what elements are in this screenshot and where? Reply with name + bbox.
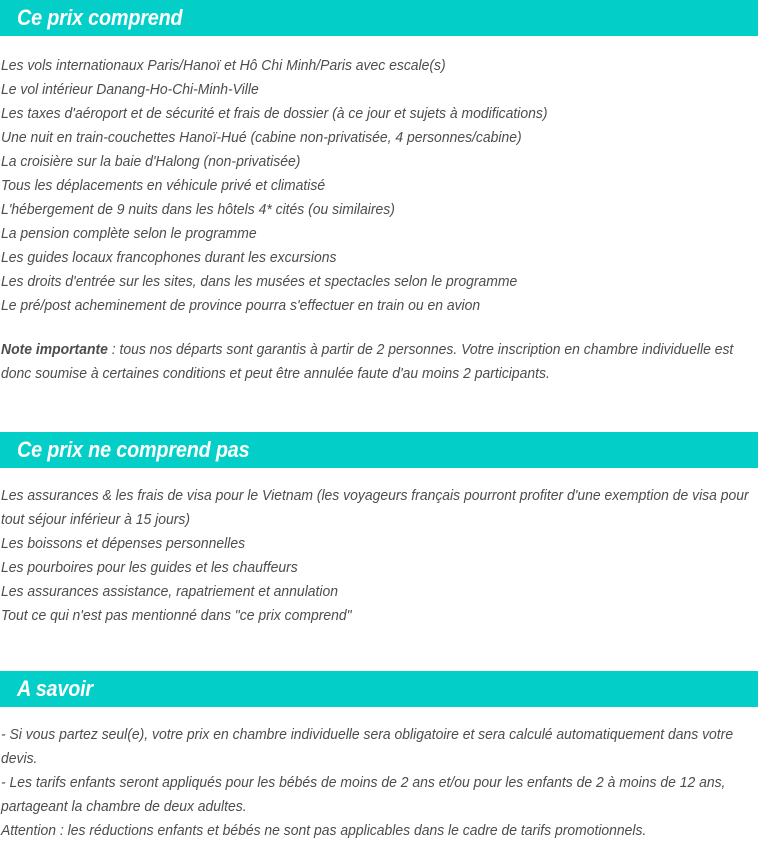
list-item: Les taxes d'aéroport et de sécurité et frais de dossier (à ce jour et sujets à modifications) bbox=[1, 106, 548, 122]
list-item: - Si vous partez seul(e), votre prix en chambre individuelle sera obligatoire et sera calculé automatiquement dans votre devis. bbox=[1, 727, 734, 767]
list-item: La pension complète selon le programme bbox=[1, 226, 257, 242]
important-note bbox=[1, 338, 758, 386]
important-note-label: Note importante bbox=[1, 342, 108, 358]
section-ce-prix-ne-comprend-pas bbox=[0, 432, 758, 628]
list-item: Les vols internationaux Paris/Hanoï et Hô Chi Minh/Paris avec escale(s) bbox=[1, 58, 446, 74]
list-item: L'hébergement de 9 nuits dans les hôtels 4* cités (ou similaires) bbox=[1, 202, 395, 218]
section-title: A savoir bbox=[17, 676, 93, 701]
section-spacer bbox=[0, 628, 758, 671]
list-item: Les droits d'entrée sur les sites, dans les musées et spectacles selon le programme bbox=[1, 274, 518, 290]
list-item: Tous les déplacements en véhicule privé et climatisé bbox=[1, 178, 326, 194]
section-body-a-savoir bbox=[0, 707, 758, 843]
section-title: Ce prix comprend bbox=[17, 5, 183, 30]
list-item: Le vol intérieur Danang-Ho-Chi-Minh-Ville bbox=[1, 82, 259, 98]
list-item: Les pourboires pour les guides et les chauffeurs bbox=[1, 560, 298, 576]
list-item: Attention : les réductions enfants et bébés ne sont pas applicables dans le cadre de tarifs promotionnels. bbox=[1, 823, 647, 839]
list-item: Tout ce qui n'est pas mentionné dans "ce prix comprend" bbox=[1, 608, 352, 624]
section-header-a-savoir bbox=[0, 671, 758, 707]
section-body-ce-prix-ne-comprend-pas bbox=[0, 468, 758, 628]
list-item: - Les tarifs enfants seront appliqués pour les bébés de moins de 2 ans et/ou pour les enfants de 2 à moins de 12 ans, partageant la chambre de deux adultes. bbox=[1, 775, 726, 815]
list-item: Les assurances assistance, rapatriement et annulation bbox=[1, 584, 339, 600]
section-body-ce-prix-comprend bbox=[0, 36, 758, 386]
important-note-text: : tous nos départs sont garantis à partir de 2 personnes. Votre inscription en chambre individuelle est donc soumise à certaines conditions et peut être annulée faute d'au moins 2 participants. bbox=[1, 342, 734, 382]
list-item: Le pré/post acheminement de province pourra s'effectuer en train ou en avion bbox=[1, 298, 481, 314]
list-item: Les assurances & les frais de visa pour le Vietnam (les voyageurs français pourront profiter d'une exemption de visa pour tout séjour inférieur à 15 jours) bbox=[1, 488, 749, 528]
list-item: Une nuit en train-couchettes Hanoï-Hué (cabine non-privatisée, 4 personnes/cabine) bbox=[1, 130, 522, 146]
section-header-ce-prix-ne-comprend-pas bbox=[0, 432, 758, 468]
list-item: Les boissons et dépenses personnelles bbox=[1, 536, 246, 552]
section-a-savoir bbox=[0, 671, 758, 843]
list-item: Les guides locaux francophones durant les excursions bbox=[1, 250, 337, 266]
list-item: La croisière sur la baie d'Halong (non-privatisée) bbox=[1, 154, 301, 170]
section-title: Ce prix ne comprend pas bbox=[17, 437, 250, 462]
section-spacer bbox=[0, 386, 758, 432]
section-ce-prix-comprend bbox=[0, 0, 758, 386]
section-header-ce-prix-comprend bbox=[0, 0, 758, 36]
